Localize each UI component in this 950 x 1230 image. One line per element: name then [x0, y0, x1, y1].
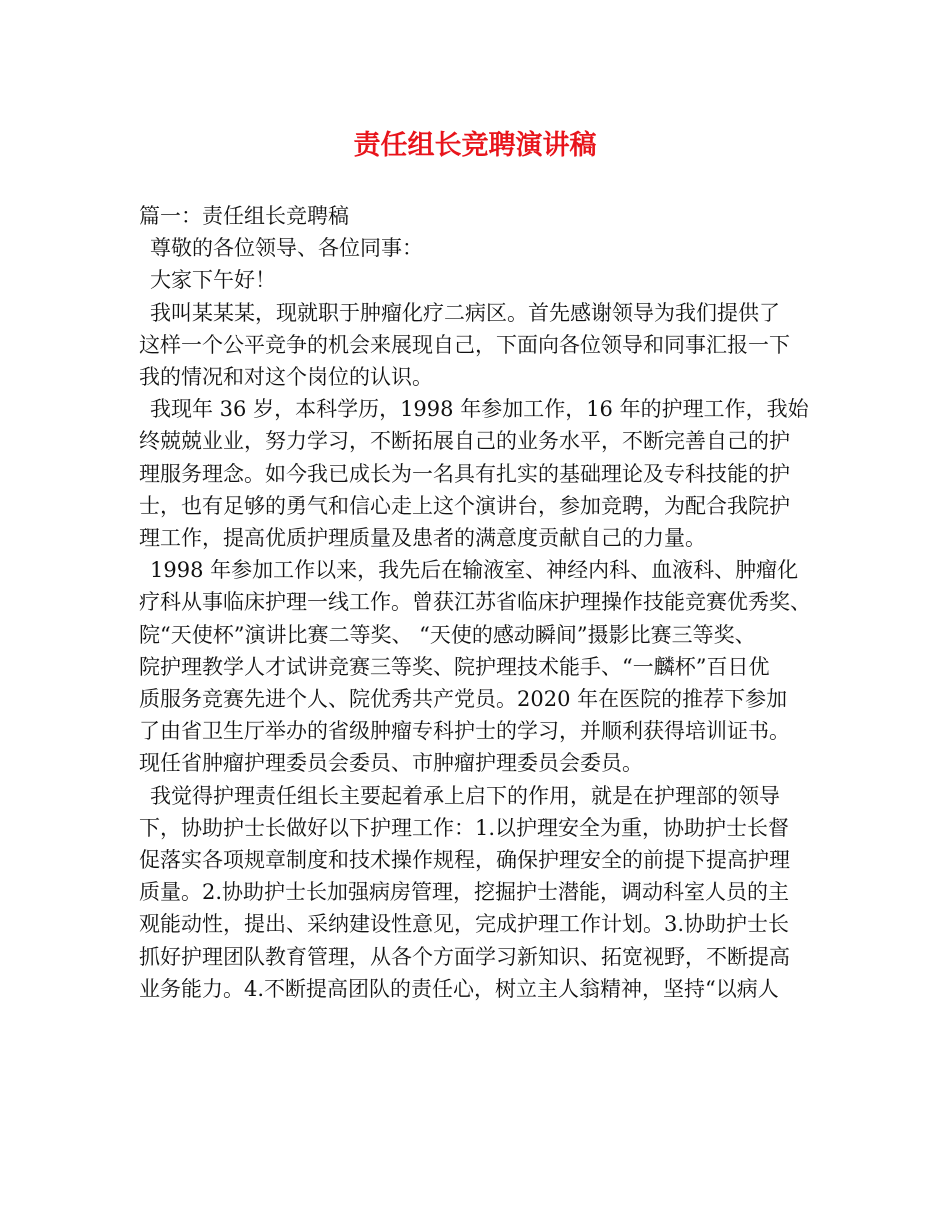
text-line: 我叫某某某，现就职于肿瘤化疗二病区。首先感谢领导为我们提供了 [150, 300, 780, 325]
text-line: 大家下午好！ [150, 268, 276, 293]
text-line: 促落实各项规章制度和技术操作规程，确保护理安全的前提下提高护理 [139, 848, 790, 873]
text-line: 院护理教学人才试讲竞赛三等奖、院护理技术能手、“一麟杯”百日优 [139, 654, 770, 679]
text-line: 篇一：责任组长竞聘稿 [139, 204, 349, 228]
text-line: 士，也有足够的勇气和信心走上这个演讲台，参加竞聘，为配合我院护 [139, 493, 790, 518]
document-body [139, 200, 819, 1005]
text-line: 疗科从事临床护理一线工作。曾获江苏省临床护理操作技能竞赛优秀奖、 [139, 590, 811, 615]
text-line: 理工作，提高优质护理质量及患者的满意度贡献自己的力量。 [139, 526, 706, 551]
document-title: 责任组长竞聘演讲稿 [353, 130, 597, 161]
text-line: 理服务理念。如今我已成长为一名具有扎实的基础理论及专科技能的护 [139, 461, 790, 486]
text-line: 我觉得护理责任组长主要起着承上启下的作用，就是在护理部的领导 [150, 783, 780, 808]
text-line: 终兢兢业业，努力学习，不断拓展自己的业务水平，不断完善自己的护 [139, 429, 790, 454]
text-line: 质量。2.协助护士长加强病房管理，挖掘护士潜能，调动科室人员的主 [139, 880, 790, 905]
text-line: 这样一个公平竞争的机会来展现自己，下面向各位领导和同事汇报一下 [139, 332, 790, 357]
text-line: 现任省肿瘤护理委员会委员、市肿瘤护理委员会委员。 [139, 751, 643, 776]
text-line: 业务能力。4.不断提高团队的责任心，树立主人翁精神，坚持“以病人 [139, 976, 779, 1001]
text-line: 观能动性，提出、采纳建设性意见，完成护理工作计划。3.协助护士长 [139, 912, 790, 937]
text-line: 抓好护理团队教育管理，从各个方面学习新知识、拓宽视野，不断提高 [139, 944, 790, 969]
text-line: 院“天使杯”演讲比赛二等奖、 “天使的感动瞬间”摄影比赛三等奖、 [139, 622, 756, 647]
text-line: 下，协助护士长做好以下护理工作：1.以护理安全为重，协助护士长督 [139, 815, 790, 840]
text-line: 我现年 36 岁，本科学历，1998 年参加工作，16 年的护理工作，我始 [150, 397, 809, 422]
text-line: 质服务竞赛先进个人、院优秀共产党员。2020 年在医院的推荐下参加 [139, 687, 788, 712]
text-line: 了由省卫生厅举办的省级肿瘤专科护士的学习，并顺利获得培训证书。 [139, 719, 790, 744]
text-line: 尊敬的各位领导、各位同事： [150, 236, 423, 261]
text-line: 我的情况和对这个岗位的认识。 [139, 365, 433, 390]
text-line: 1998 年参加工作以来，我先后在输液室、神经内科、血液科、肿瘤化 [150, 558, 799, 583]
